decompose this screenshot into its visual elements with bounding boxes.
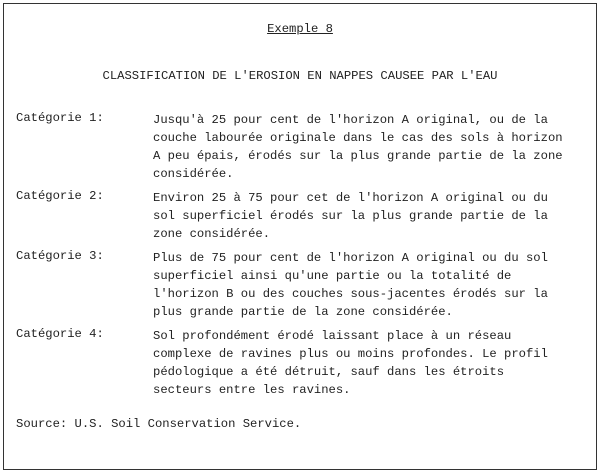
category-label: Catégorie 3: — [16, 249, 104, 263]
description-line: Jusqu'à 25 pour cent de l'horizon A original, ou de la — [153, 113, 548, 127]
category-description — [153, 189, 593, 243]
description-line: Environ 25 à 75 pour cet de l'horizon A original ou du — [153, 191, 548, 205]
category-label: Catégorie 4: — [16, 327, 104, 341]
description-line: A peu épais, érodés sur la plus grande partie de la zone — [153, 149, 563, 163]
description-line: complexe de ravines plus ou moins profondes. Le profil — [153, 347, 548, 361]
source-note: Source: U.S. Soil Conservation Service. — [16, 417, 302, 431]
category-description — [153, 249, 593, 321]
category-label: Catégorie 1: — [16, 111, 104, 125]
description-line: secteurs entre les ravines. — [153, 383, 351, 397]
description-line: couche labourée originale dans le cas des sols à horizon — [153, 131, 563, 145]
description-line: l'horizon B ou des couches sous-jacentes érodés sur la — [153, 287, 548, 301]
description-line: considérée. — [153, 167, 234, 181]
example-title: Exemple 8 — [267, 22, 333, 36]
description-line: superficiel ainsi qu'une partie ou la totalité de — [153, 269, 512, 283]
classification-heading: CLASSIFICATION DE L'EROSION EN NAPPES CAUSEE PAR L'EAU — [102, 69, 498, 83]
category-label: Catégorie 2: — [16, 189, 104, 203]
category-description — [153, 327, 593, 399]
description-line: Sol profondément érodé laissant place à un réseau — [153, 329, 512, 343]
category-description — [153, 111, 593, 183]
description-line: Plus de 75 pour cent de l'horizon A original ou du sol — [153, 251, 548, 265]
description-line: pédologique a été détruit, sauf dans les étroits — [153, 365, 505, 379]
description-line: plus grande partie de la zone considérée. — [153, 305, 453, 319]
description-line: sol superficiel érodés sur la plus grande partie de la — [153, 209, 548, 223]
description-line: zone considérée. — [153, 227, 271, 241]
